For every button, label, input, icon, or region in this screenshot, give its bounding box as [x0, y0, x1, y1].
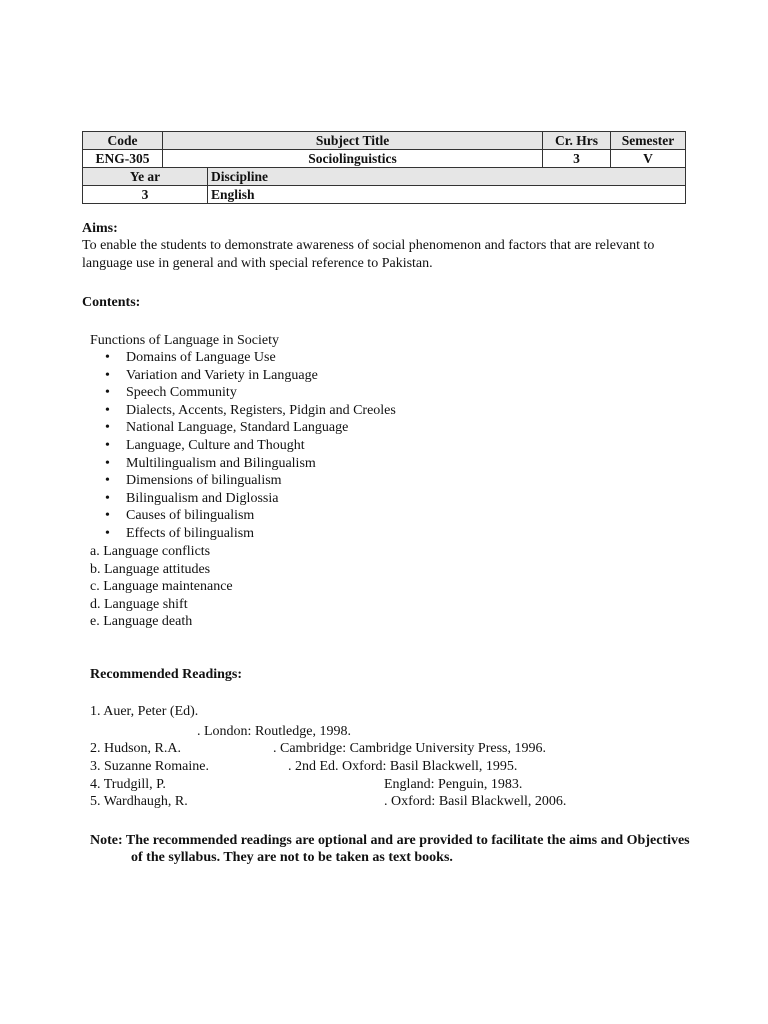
list-item — [105, 349, 396, 367]
bullet-icon: • — [105, 402, 110, 418]
bullet-icon: • — [105, 385, 110, 401]
list-item — [105, 402, 396, 420]
list-item — [105, 490, 396, 508]
reading-detail: . Cambridge: Cambridge University Press, 1996. — [273, 741, 546, 756]
bullet-icon: • — [105, 490, 110, 506]
list-item-text: Variation and Variety in Language — [126, 367, 318, 383]
note — [90, 832, 700, 866]
list-item-text: Causes of bilingualism — [126, 508, 255, 524]
semester: V — [611, 150, 686, 168]
bullet-icon: • — [105, 350, 110, 365]
reading-detail: . Oxford: Basil Blackwell, 2006. — [384, 794, 567, 809]
list-item-text: Speech Community — [126, 385, 237, 401]
bullet-icon: • — [105, 455, 110, 471]
list-item-text: Dimensions of bilingualism — [126, 473, 282, 489]
table-header-row — [83, 132, 686, 150]
bullet-icon: • — [105, 473, 110, 489]
list-item — [105, 384, 396, 402]
contents-lettered-list — [90, 543, 233, 631]
contents-bullet-list — [105, 349, 396, 543]
contents-topic: Functions of Language in Society — [90, 333, 279, 348]
discipline: English — [208, 186, 686, 204]
list-item-text: Language, Culture and Thought — [126, 437, 305, 453]
list-item-text: Dialects, Accents, Registers, Pidgin and Creoles — [126, 402, 396, 418]
subject-title: Sociolinguistics — [163, 150, 543, 168]
list-item — [105, 507, 396, 525]
reading-detail: . 2nd Ed. Oxford: Basil Blackwell, 1995. — [288, 759, 518, 774]
list-item: a. Language conflicts — [90, 544, 211, 559]
bullet-icon: • — [105, 367, 110, 383]
list-item-text: Bilingualism and Diglossia — [126, 490, 279, 506]
list-item-text: Multilingualism and Bilingualism — [126, 455, 316, 471]
list-item — [105, 455, 396, 473]
list-item — [105, 525, 396, 543]
list-item: e. Language death — [90, 614, 193, 630]
reading-detail: . London: Routledge, 1998. — [197, 724, 351, 739]
header-subject-title: Subject Title — [163, 132, 543, 150]
header-code: Code — [83, 132, 163, 150]
header-discipline: Discipline — [208, 168, 686, 186]
list-item: c. Language maintenance — [90, 579, 233, 595]
note-line-1: Note: The recommended readings are optional and are provided to facilitate the aims and Objectives — [90, 833, 690, 848]
note-line-2: of the syllabus. They are not to be taken as text books. — [131, 850, 453, 865]
course-code: ENG-305 — [83, 150, 163, 168]
reading-detail: England: Penguin, 1983. — [384, 777, 523, 792]
reading-author: 4. Trudgill, P. — [90, 777, 166, 792]
course-info-table — [82, 131, 686, 204]
aims-heading: Aims: — [82, 221, 118, 236]
reading-author: 1. Auer, Peter (Ed). — [90, 704, 199, 719]
bullet-icon: • — [105, 525, 110, 541]
bullet-icon: • — [105, 420, 110, 436]
reading-author: 3. Suzanne Romaine. — [90, 759, 209, 774]
header-cr-hrs: Cr. Hrs — [543, 132, 611, 150]
table-header-row — [83, 168, 686, 186]
aims-text: To enable the students to demonstrate awareness of social phenomenon and factors that are relevant to language use in general and with special reference to Pakistan. — [82, 238, 655, 271]
table-row — [83, 186, 686, 204]
list-item: b. Language attitudes — [90, 561, 211, 577]
header-year: Ye ar — [83, 168, 208, 186]
list-item: d. Language shift — [90, 596, 188, 612]
list-item-text: Domains of Language Use — [126, 350, 276, 365]
list-item-text: Effects of bilingualism — [126, 525, 255, 541]
list-item — [105, 472, 396, 490]
list-item — [105, 437, 396, 455]
year: 3 — [83, 186, 208, 204]
table-row — [83, 150, 686, 168]
reading-author: 5. Wardhaugh, R. — [90, 794, 188, 809]
contents-heading: Contents: — [82, 295, 141, 310]
list-item — [105, 367, 396, 385]
list-item — [105, 419, 396, 437]
list-item-text: National Language, Standard Language — [126, 420, 349, 436]
header-semester: Semester — [611, 132, 686, 150]
bullet-icon: • — [105, 437, 110, 453]
recommended-readings-heading: Recommended Readings: — [90, 667, 243, 682]
credit-hours: 3 — [543, 150, 611, 168]
reading-author: 2. Hudson, R.A. — [90, 741, 182, 756]
bullet-icon: • — [105, 508, 110, 524]
